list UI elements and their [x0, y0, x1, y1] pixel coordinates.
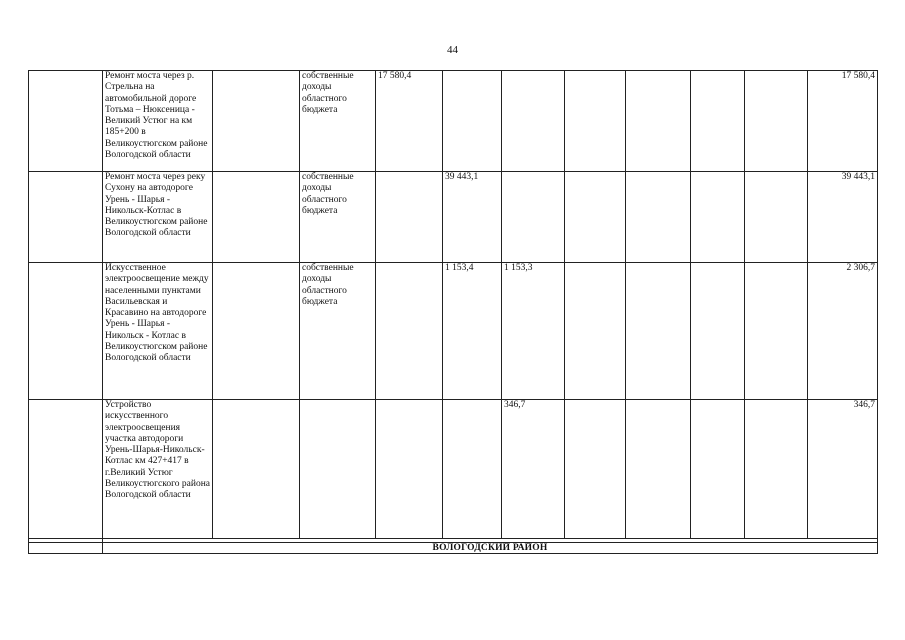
- total-cell: 39 443,1: [808, 172, 878, 263]
- amount-cell: 17 580,4: [376, 71, 443, 172]
- empty-cell: [691, 172, 745, 263]
- empty-cell: [626, 400, 691, 539]
- amount-cell: [376, 172, 443, 263]
- empty-cell: [691, 400, 745, 539]
- funding-source-cell: собственные доходы областного бюджета: [300, 71, 376, 172]
- amount-cell: 39 443,1: [443, 172, 502, 263]
- amount-cell: 1 153,4: [443, 263, 502, 400]
- empty-cell: [745, 172, 808, 263]
- amount-cell: [502, 172, 565, 263]
- empty-cell: [29, 263, 103, 400]
- table-row: [29, 263, 878, 400]
- budget-table: [28, 70, 878, 554]
- empty-cell: [745, 400, 808, 539]
- empty-cell: [745, 263, 808, 400]
- measure-name-cell: Устройство искусственного электроосвещения участка автодороги Урень-Шарья-Никольск-Котлас км 427+417 в г.Великий Устюг Великоустюгского района Вологодской области: [103, 400, 213, 539]
- page-number: 44: [447, 44, 458, 56]
- empty-cell: [213, 172, 300, 263]
- amount-cell: [443, 400, 502, 539]
- empty-cell: [213, 400, 300, 539]
- empty-cell: [626, 263, 691, 400]
- funding-source-cell: собственные доходы областного бюджета: [300, 172, 376, 263]
- amount-cell: [443, 71, 502, 172]
- amount-cell: [502, 71, 565, 172]
- empty-cell: [29, 172, 103, 263]
- measure-name-cell: Ремонт моста через реку Сухону на автодороге Урень - Шарья - Никольск-Котлас в Великоустюгском районе Вологодской области: [103, 172, 213, 263]
- amount-cell: [376, 400, 443, 539]
- section-title: ВОЛОГОДСКИЙ РАЙОН: [103, 543, 878, 554]
- empty-cell: [565, 263, 626, 400]
- section-header-row: [29, 543, 878, 554]
- empty-cell: [213, 263, 300, 400]
- measure-name-cell: Искусственное электроосвещение между населенными пунктами Васильевская и Красавино на автодороге Урень - Шарья - Никольск - Котлас в Великоустюгском районе Вологодской области: [103, 263, 213, 400]
- funding-source-cell: [300, 400, 376, 539]
- total-cell: 346,7: [808, 400, 878, 539]
- empty-cell: [29, 71, 103, 172]
- empty-cell: [691, 71, 745, 172]
- total-cell: 2 306,7: [808, 263, 878, 400]
- empty-cell: [626, 71, 691, 172]
- empty-cell: [29, 543, 103, 554]
- empty-cell: [565, 172, 626, 263]
- amount-cell: 1 153,3: [502, 263, 565, 400]
- amount-cell: [376, 263, 443, 400]
- table-row: [29, 71, 878, 172]
- total-cell: 17 580,4: [808, 71, 878, 172]
- empty-cell: [745, 71, 808, 172]
- table-row: [29, 172, 878, 263]
- empty-cell: [565, 400, 626, 539]
- measure-name-cell: Ремонт моста через р. Стрельна на автомобильной дороге Тотьма – Нюксеница - Великий Устюг на км 185+200 в Великоустюгском районе Вологодской области: [103, 71, 213, 172]
- empty-cell: [691, 263, 745, 400]
- table-row: [29, 400, 878, 539]
- amount-cell: 346,7: [502, 400, 565, 539]
- empty-cell: [626, 172, 691, 263]
- empty-cell: [29, 400, 103, 539]
- funding-source-cell: собственные доходы областного бюджета: [300, 263, 376, 400]
- empty-cell: [213, 71, 300, 172]
- empty-cell: [565, 71, 626, 172]
